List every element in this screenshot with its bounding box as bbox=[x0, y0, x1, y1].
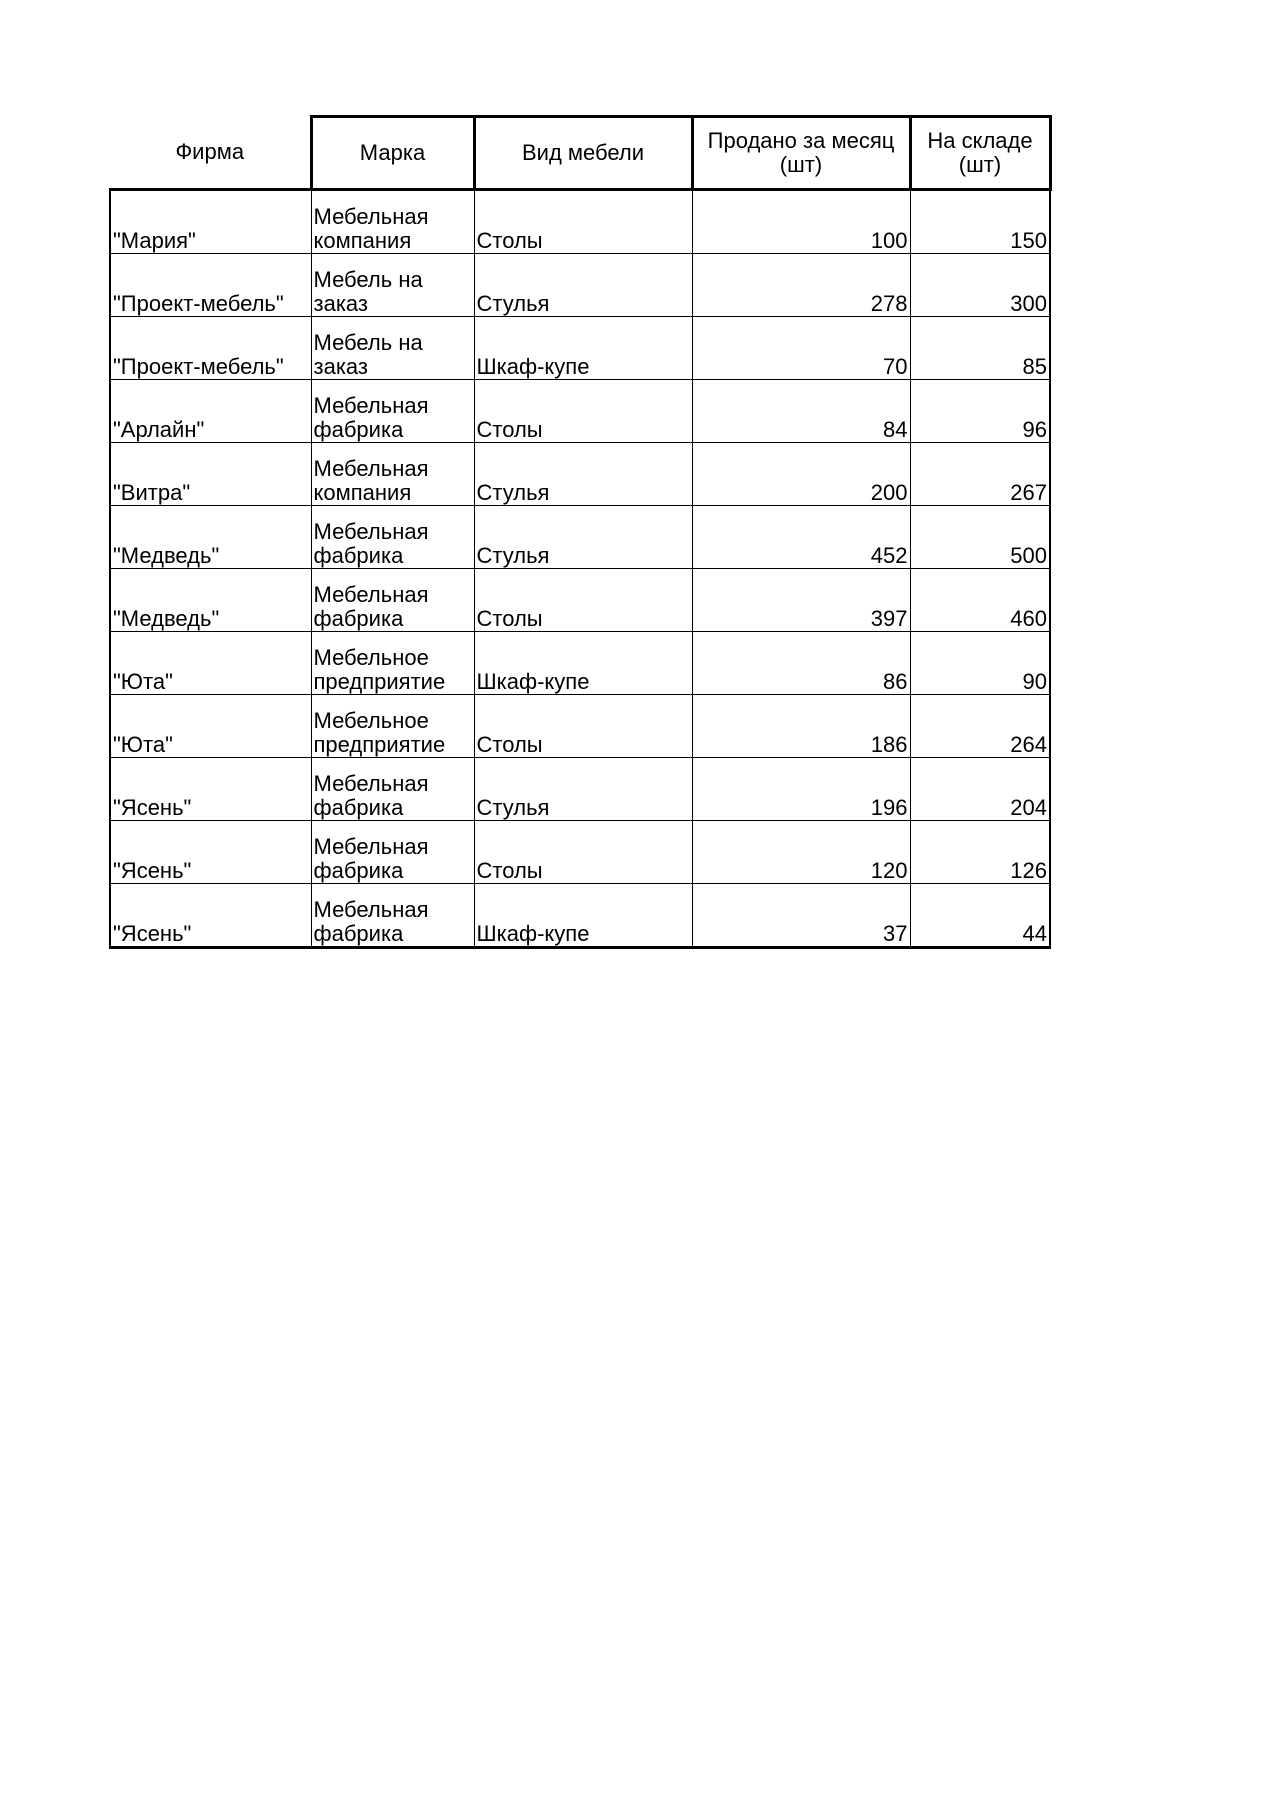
cell-firm: "Ясень" bbox=[110, 884, 311, 948]
cell-brand bbox=[311, 695, 474, 758]
cell-brand-line2: фабрика bbox=[313, 417, 404, 442]
table-header bbox=[110, 117, 1050, 190]
cell-brand-line2: заказ bbox=[313, 291, 369, 316]
cell-brand bbox=[311, 190, 474, 254]
cell-stock: 267 bbox=[910, 443, 1050, 506]
cell-sold: 186 bbox=[692, 695, 910, 758]
cell-furniture-type: Столы bbox=[474, 380, 692, 443]
cell-stock: 85 bbox=[910, 317, 1050, 380]
cell-brand-line1: Мебельная bbox=[313, 834, 429, 859]
header-stock-line1: На складе bbox=[927, 128, 1033, 153]
table-row bbox=[110, 254, 1050, 317]
cell-furniture-type: Стулья bbox=[474, 254, 692, 317]
cell-brand bbox=[311, 254, 474, 317]
cell-brand-line1: Мебельная bbox=[313, 393, 429, 418]
cell-furniture-type: Столы bbox=[474, 569, 692, 632]
cell-stock: 126 bbox=[910, 821, 1050, 884]
cell-firm: "Проект-мебель" bbox=[110, 254, 311, 317]
cell-furniture-type: Стулья bbox=[474, 758, 692, 821]
cell-brand-line2: компания bbox=[313, 228, 412, 253]
table-row bbox=[110, 443, 1050, 506]
table-row bbox=[110, 632, 1050, 695]
cell-brand-line1: Мебельная bbox=[313, 456, 429, 481]
cell-firm: "Юта" bbox=[110, 632, 311, 695]
cell-stock: 90 bbox=[910, 632, 1050, 695]
header-stock-line2: (шт) bbox=[958, 152, 1002, 177]
cell-brand-line1: Мебель на bbox=[313, 267, 423, 292]
cell-brand bbox=[311, 380, 474, 443]
cell-stock: 264 bbox=[910, 695, 1050, 758]
cell-furniture-type: Столы bbox=[474, 821, 692, 884]
cell-brand-line2: заказ bbox=[313, 354, 369, 379]
cell-sold: 120 bbox=[692, 821, 910, 884]
table-row bbox=[110, 569, 1050, 632]
cell-firm: "Юта" bbox=[110, 695, 311, 758]
cell-furniture-type: Шкаф-купе bbox=[474, 317, 692, 380]
header-furniture-type: Вид мебели bbox=[474, 117, 692, 190]
cell-brand-line1: Мебельная bbox=[313, 204, 429, 229]
cell-brand bbox=[311, 569, 474, 632]
header-sold-line1: Продано за месяц bbox=[707, 128, 895, 153]
cell-firm: "Ясень" bbox=[110, 758, 311, 821]
cell-sold: 200 bbox=[692, 443, 910, 506]
header-sold-per-month bbox=[692, 117, 910, 190]
table-row bbox=[110, 317, 1050, 380]
cell-firm: "Проект-мебель" bbox=[110, 317, 311, 380]
cell-brand-line1: Мебельная bbox=[313, 897, 429, 922]
cell-brand-line2: фабрика bbox=[313, 795, 404, 820]
cell-brand bbox=[311, 884, 474, 948]
cell-sold: 84 bbox=[692, 380, 910, 443]
cell-firm: "Арлайн" bbox=[110, 380, 311, 443]
cell-brand bbox=[311, 317, 474, 380]
cell-brand-line2: фабрика bbox=[313, 606, 404, 631]
cell-brand-line2: компания bbox=[313, 480, 412, 505]
cell-stock: 44 bbox=[910, 884, 1050, 948]
cell-stock: 96 bbox=[910, 380, 1050, 443]
cell-sold: 70 bbox=[692, 317, 910, 380]
cell-firm: "Ясень" bbox=[110, 821, 311, 884]
cell-brand-line2: фабрика bbox=[313, 921, 404, 946]
cell-brand-line2: предприятие bbox=[313, 732, 446, 757]
cell-brand bbox=[311, 443, 474, 506]
table-row bbox=[110, 380, 1050, 443]
cell-brand-line1: Мебель на bbox=[313, 330, 423, 355]
cell-brand-line1: Мебельное bbox=[313, 708, 429, 733]
cell-brand-line1: Мебельная bbox=[313, 582, 429, 607]
cell-sold: 86 bbox=[692, 632, 910, 695]
cell-firm: "Мария" bbox=[110, 190, 311, 254]
cell-firm: "Медведь" bbox=[110, 506, 311, 569]
cell-furniture-type: Столы bbox=[474, 190, 692, 254]
cell-furniture-type: Столы bbox=[474, 695, 692, 758]
cell-furniture-type: Шкаф-купе bbox=[474, 632, 692, 695]
cell-furniture-type: Шкаф-купе bbox=[474, 884, 692, 948]
header-in-stock bbox=[910, 117, 1050, 190]
table-row bbox=[110, 190, 1050, 254]
cell-brand bbox=[311, 821, 474, 884]
cell-brand-line1: Мебельное bbox=[313, 645, 429, 670]
cell-brand-line2: предприятие bbox=[313, 669, 446, 694]
cell-sold: 452 bbox=[692, 506, 910, 569]
cell-brand bbox=[311, 506, 474, 569]
cell-brand-line2: фабрика bbox=[313, 543, 404, 568]
cell-stock: 300 bbox=[910, 254, 1050, 317]
cell-stock: 460 bbox=[910, 569, 1050, 632]
cell-brand-line1: Мебельная bbox=[313, 771, 429, 796]
table-row bbox=[110, 758, 1050, 821]
header-sold-line2: (шт) bbox=[779, 152, 823, 177]
header-firm: Фирма bbox=[110, 117, 311, 190]
header-brand: Марка bbox=[311, 117, 474, 190]
header-row bbox=[110, 117, 1050, 190]
table-row bbox=[110, 695, 1050, 758]
cell-sold: 196 bbox=[692, 758, 910, 821]
table-row bbox=[110, 884, 1050, 948]
cell-sold: 397 bbox=[692, 569, 910, 632]
table-body bbox=[110, 190, 1050, 948]
cell-furniture-type: Стулья bbox=[474, 506, 692, 569]
cell-firm: "Витра" bbox=[110, 443, 311, 506]
cell-brand bbox=[311, 632, 474, 695]
cell-brand bbox=[311, 758, 474, 821]
cell-brand-line2: фабрика bbox=[313, 858, 404, 883]
cell-sold: 278 bbox=[692, 254, 910, 317]
cell-firm: "Медведь" bbox=[110, 569, 311, 632]
cell-stock: 500 bbox=[910, 506, 1050, 569]
cell-furniture-type: Стулья bbox=[474, 443, 692, 506]
table-row bbox=[110, 821, 1050, 884]
cell-sold: 37 bbox=[692, 884, 910, 948]
cell-stock: 204 bbox=[910, 758, 1050, 821]
cell-stock: 150 bbox=[910, 190, 1050, 254]
cell-brand-line1: Мебельная bbox=[313, 519, 429, 544]
cell-sold: 100 bbox=[692, 190, 910, 254]
table-row bbox=[110, 506, 1050, 569]
furniture-table bbox=[109, 115, 1052, 949]
